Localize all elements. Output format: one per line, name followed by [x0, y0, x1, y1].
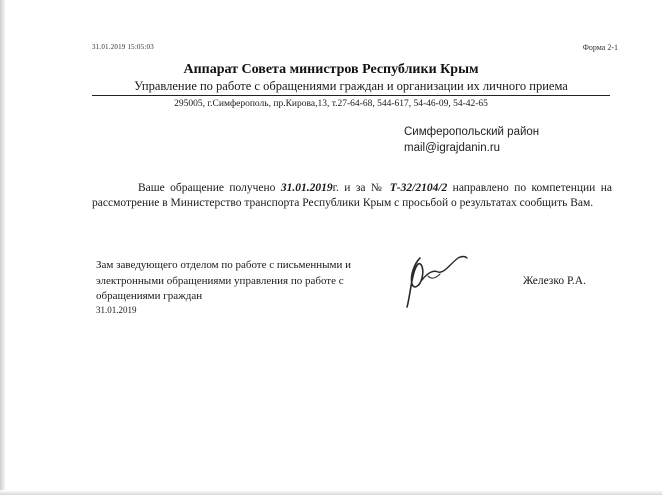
- organization-title: Аппарат Совета министров Республики Крым: [183, 62, 479, 77]
- letter-text-part1: Ваше обращение получено: [138, 182, 281, 194]
- signer-name: Железко Р.А.: [523, 275, 586, 287]
- recipient-block: [404, 124, 539, 156]
- letter-body: [92, 181, 612, 211]
- organization-address: 295005, г.Симферополь, пр.Кирова,13, т.27-64-68, 544-617, 54-46-09, 54-42-65: [174, 99, 488, 109]
- reference-number: Т-32/2104/2: [389, 182, 448, 194]
- letter-text-part2: г. и за №: [332, 182, 390, 194]
- signer-position: Зам заведующего отделом по работе с письменными и электронными обращениями управления по работе с обращениями граждан: [96, 259, 352, 302]
- print-timestamp: 31.01.2019 15:05:03: [92, 43, 154, 51]
- handwritten-signature: [398, 250, 470, 310]
- signature-date: 31.01.2019: [96, 305, 137, 315]
- organization-department: Управление по работе с обращениями граждан и организации их личного приема: [92, 79, 610, 96]
- recipient-district: Симферопольский район: [404, 126, 540, 138]
- form-label: Форма 2-1: [582, 43, 618, 52]
- scan-edge-bottom: [0, 490, 662, 495]
- recipient-email: mail@igrajdanin.ru: [404, 142, 501, 154]
- letter-text-part3: направлено по компетенции на рассмотрение в Министерство транспорта Республики Крым с просьбой о результатах сообщить Вам.: [92, 182, 612, 209]
- received-date: 31.01.2019: [280, 182, 333, 194]
